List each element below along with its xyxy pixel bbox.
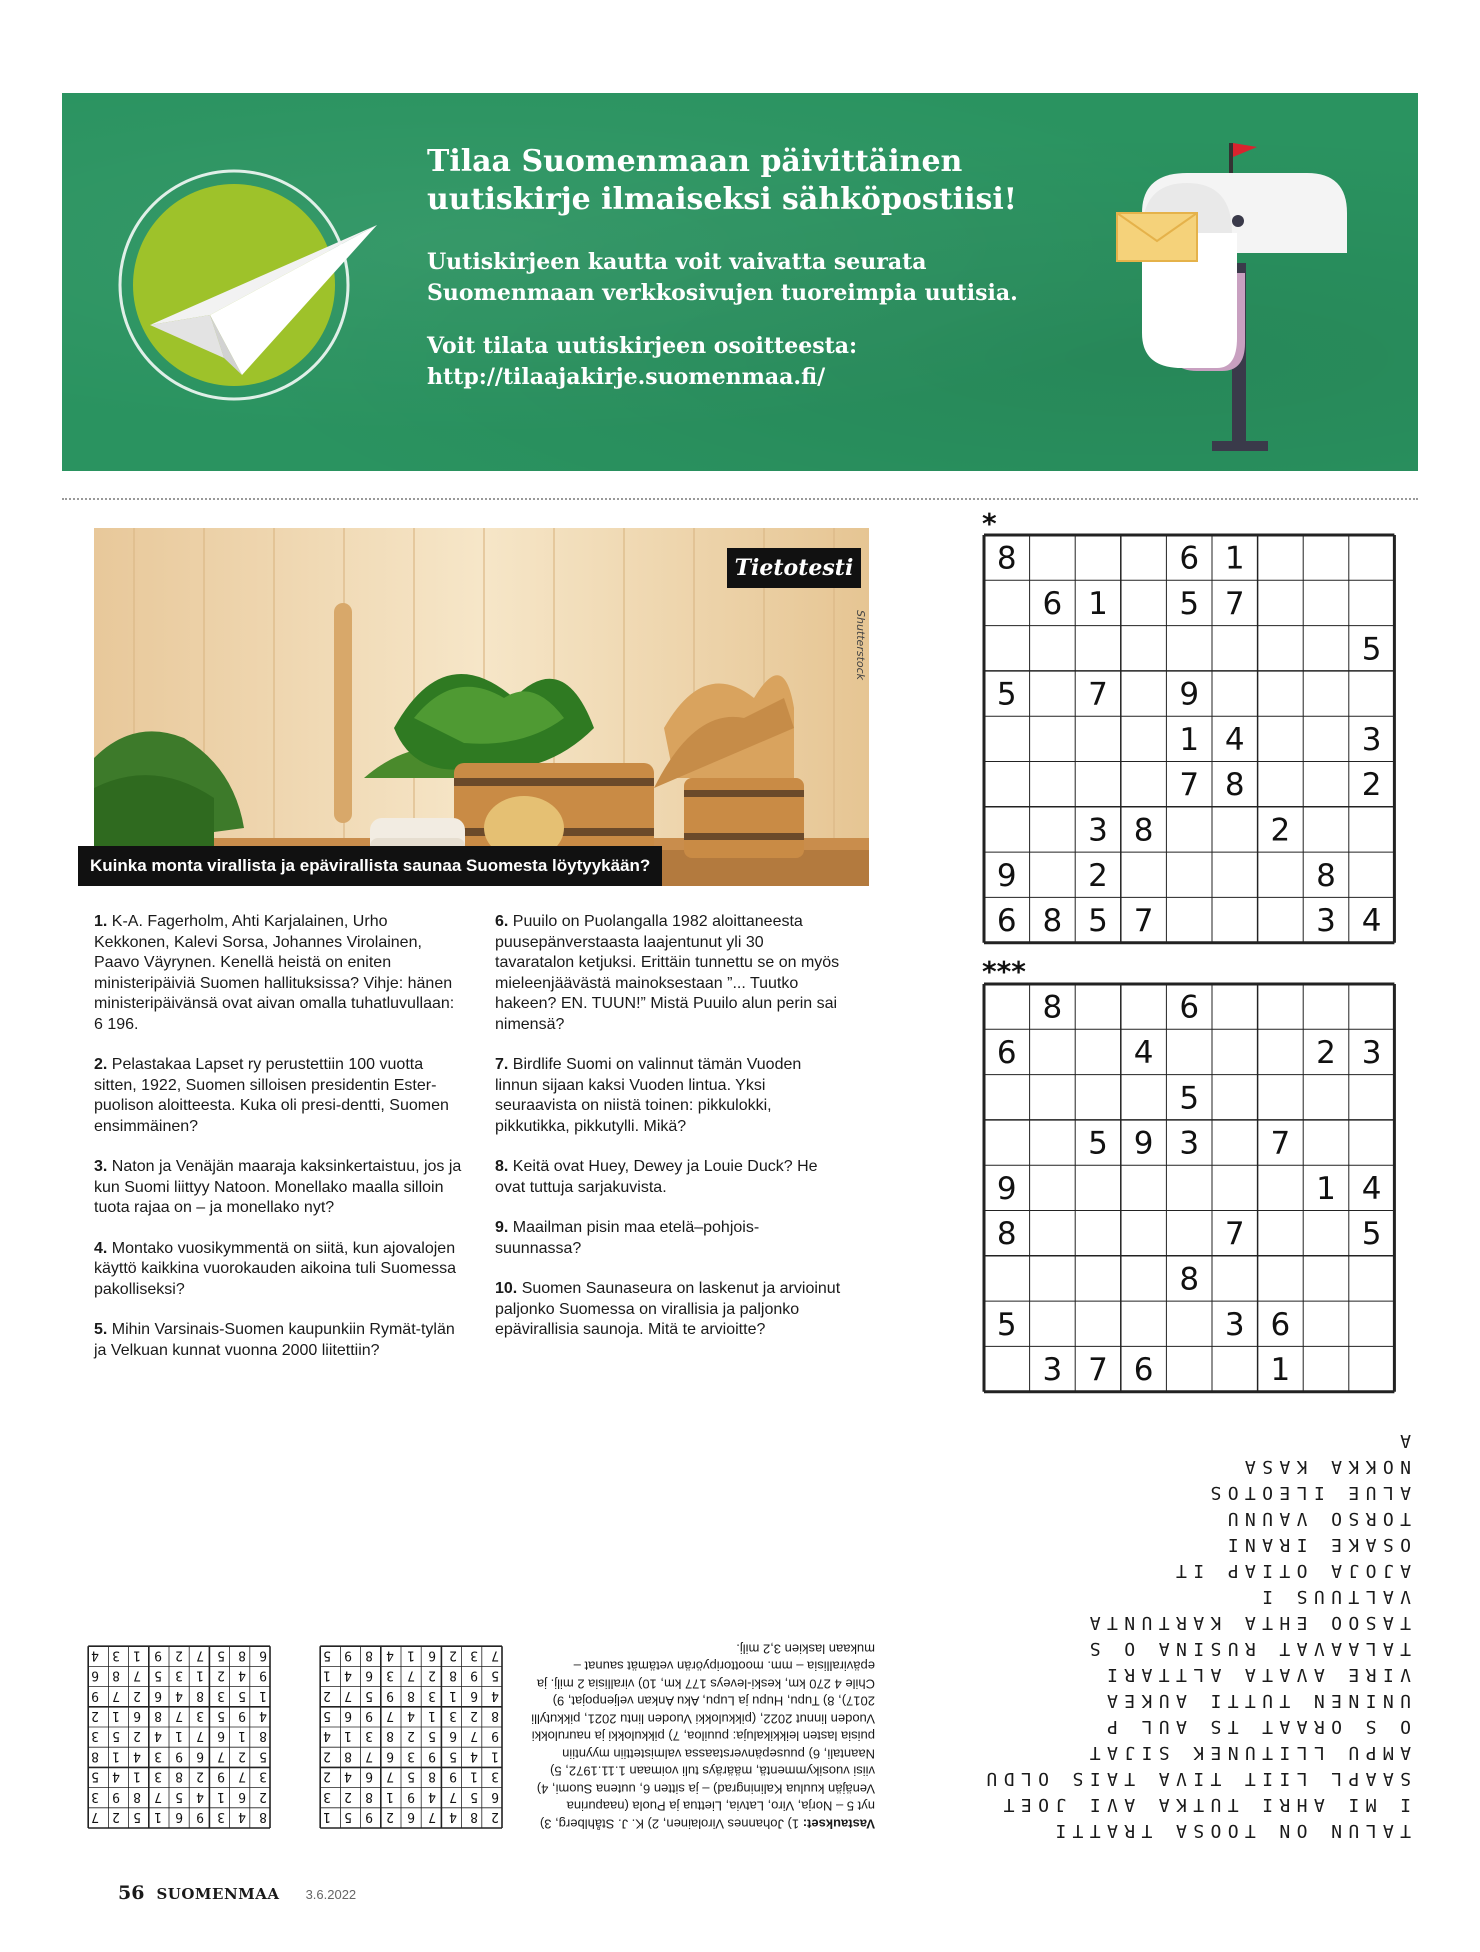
- sudoku-cell: 1: [1224, 540, 1245, 577]
- solution-row: 8 1 6 7 1 4 2 5 3: [91, 1728, 267, 1744]
- sudoku-cell: 5: [1361, 631, 1382, 668]
- solution-row: 4 9 5 3 7 8 6 1 2: [91, 1708, 267, 1723]
- solution-grid-easy: [86, 1640, 272, 1830]
- solution-row: 8 4 3 9 6 1 5 2 7: [91, 1809, 267, 1824]
- sudoku-cell: 7: [1088, 1352, 1108, 1389]
- word-search-row: I MI AHRI TUTKA AVI JOET: [997, 1794, 1411, 1815]
- sudoku-cell: 8: [1042, 989, 1063, 1026]
- sudoku-cell: 3: [1088, 812, 1108, 849]
- word-search-row: NOKKA KASA: [1238, 1456, 1411, 1477]
- word-search-row: AJOJA OTIAP IT: [1169, 1560, 1411, 1581]
- question-6: 6. Puuilo on Puolangalla 1982 aloittaneesta puusepänverstaasta laajentunut yli 30 tavaratalon ketjuksi. Erittäin tunnettu se on myös mieleenjäävästä mainoksestaan ”... Tuutko hakeen? EN. TUUN!” Mistä Puuilo alun perin sai nimensä?: [495, 913, 840, 1033]
- word-search-row: OSAKE IRANI: [1221, 1534, 1411, 1555]
- word-search-row: TASOO EHTA KARTUNTA: [1083, 1612, 1411, 1633]
- paper-plane-icon: [102, 133, 402, 433]
- sudoku-cell: 5: [996, 1306, 1017, 1343]
- sudoku-hard: [982, 982, 1402, 1398]
- word-search-row: SAAPL LIIT TIVA TAIS OLDU: [980, 1768, 1411, 1789]
- sudoku-cell: 3: [1042, 1352, 1063, 1389]
- solution-row: 1 5 3 8 4 6 2 7 9: [91, 1687, 267, 1703]
- solution-row: 3 1 9 8 5 7 6 4 2: [323, 1768, 499, 1784]
- question-2: 2. Pelastakaa Lapset ry perustettiin 100 vuotta sitten, 1922, Suomen silloisen presidentin Ester-puolison aloitteesta. Kuka oli presi-dentti, Suomen ensimmäinen?: [94, 1056, 449, 1135]
- quiz-column-left: [94, 912, 464, 1381]
- sudoku-cell: 1: [1316, 1170, 1336, 1207]
- sudoku-cell: 5: [1088, 1125, 1108, 1162]
- sudoku-cell: 6: [996, 903, 1017, 940]
- photo-caption: Kuinka monta virallista ja epävirallista saunaa Suomesta löytyykään?: [78, 846, 662, 886]
- sudoku-cell: 9: [996, 1170, 1017, 1207]
- sudoku-cell: 9: [1179, 676, 1200, 713]
- sudoku-cell: 5: [1088, 903, 1108, 940]
- banner-body: Uutiskirjeen kautta voit vaivatta seurata Suomenmaan verkkosivujen tuoreimpia uutisia.: [427, 249, 1018, 306]
- solution-row: 5 9 8 2 7 3 6 4 1: [323, 1667, 499, 1683]
- sudoku-cell: 4: [1133, 1034, 1154, 1071]
- word-search-row: VALTUUS I: [1255, 1586, 1411, 1607]
- solution-grid-hard: [318, 1640, 504, 1830]
- sudoku-cell: 8: [1224, 767, 1245, 804]
- sudoku-cell: 1: [1088, 585, 1108, 622]
- banner-url[interactable]: http://tilaajakirje.suomenmaa.fi/: [427, 364, 826, 390]
- quiz-column-right: [495, 912, 843, 1361]
- sudoku-cell: 4: [1361, 903, 1382, 940]
- answers-text: 1) Johannes Virolainen, 2) K. J. Ståhlberg, 3) nyt 5 – Norja, Viro, Latvia, Liettua ja Puola (naapurina Venäjän kuulua Kaliningrad) – ja sitten 6, uutena Suomi, 4) viisi vuosikymmentä, määräys tuli voimaan 1.11.1972, 5) Naantali, 6) puusepänverstaassa valmistettiin myyntiin puisia lasten leikkikaluja: puuiloa, 7) pikkulokki ja naurulokki Vuoden linnut 2022, (pikkulokki Vuoden lintu 2021, pikkutylli 2017), 8) Tupu, Hupu ja Lupu, Aku Ankan veljenpojat, 9) Chile 4 270 km, keski-leveys 177 km, 10) virallisia 2 milj. ja epävirallisia – mm. moottoripyörän vetämät saunat – mukaan laskien 3,2 milj.: [531, 1641, 875, 1832]
- sudoku-cell: 8: [996, 1216, 1017, 1253]
- sudoku-cell: 7: [1179, 767, 1200, 804]
- section-divider: [62, 498, 1418, 500]
- sudoku-cell: 8: [1316, 857, 1336, 894]
- question-1: 1. K-A. Fagerholm, Ahti Karjalainen, Urho Kekkonen, Kalevi Sorsa, Johannes Virolainen, Paavo Väyrynen. Kenellä heistä on eniten ministeripäiviä Suomen hallituksissa? Vihje: hänen ministeripäivänsä ovat aivan omalla tuhatluvullaan: 6 196.: [94, 913, 455, 1033]
- sudoku-cell: 2: [1361, 767, 1382, 804]
- sudoku-cell: 6: [1270, 1306, 1291, 1343]
- quiz-answers: [530, 1640, 875, 1833]
- word-search-row: TALAAVAT RUSINA O S: [1083, 1638, 1411, 1659]
- sudoku-cell: 3: [1361, 1034, 1382, 1071]
- answers-label: Vastaukset:: [802, 1816, 875, 1832]
- sudoku-cell: 5: [1179, 1080, 1200, 1117]
- sudoku-cell: 3: [1179, 1125, 1200, 1162]
- sudoku-hard-difficulty: ***: [982, 955, 1026, 988]
- sudoku-cell: 6: [996, 1034, 1017, 1071]
- sudoku-cell: 8: [996, 540, 1017, 577]
- question-4: 4. Montako vuosikymmentä on siitä, kun ajovalojen käyttö kaikkina vuorokauden aikoina tuli Suomessa pakolliseksi?: [94, 1239, 456, 1298]
- sudoku-cell: 7: [1270, 1125, 1291, 1162]
- banner-title: Tilaa Suomenmaan päivittäinen uutiskirje ilmaiseksi sähköpostiisi!: [427, 144, 1017, 217]
- mailbox-icon: [1107, 123, 1367, 453]
- solution-row: 8 2 3 1 4 7 9 6 5: [323, 1708, 499, 1723]
- word-search-row: TORSO VAUNU: [1221, 1508, 1411, 1529]
- banner-text: [427, 143, 1047, 415]
- sudoku-cell: 8: [1179, 1261, 1200, 1298]
- sudoku-cell: 8: [1133, 812, 1154, 849]
- sudoku-cell: 2: [1316, 1034, 1336, 1071]
- sudoku-cell: 3: [1316, 903, 1336, 940]
- sudoku-cell: 6: [1133, 1352, 1154, 1389]
- sudoku-cell: 9: [1133, 1125, 1154, 1162]
- word-search-row: AMPU LLITUNEK SIJAT: [1083, 1742, 1411, 1763]
- question-10: 10. Suomen Saunaseura on laskenut ja arvioinut paljonko Suomessa on virallisia ja paljonko epävirallisia saunoja. Mitä te arvioitte?: [495, 1280, 841, 1338]
- word-search-row: ALUE ILEOTOS: [1204, 1482, 1411, 1503]
- sudoku-cell: 6: [1179, 540, 1200, 577]
- magazine-name: SUOMENMAA: [156, 1885, 280, 1903]
- question-8: 8. Keitä ovat Huey, Dewey ja Louie Duck? He ovat tuttuja sarjakuvista.: [495, 1158, 818, 1196]
- solution-row: 2 8 4 7 6 2 9 5 1: [323, 1809, 499, 1824]
- question-9: 9. Maailman pisin maa etelä–pohjois-suunnassa?: [495, 1219, 760, 1257]
- sudoku-cell: 7: [1224, 1216, 1245, 1253]
- sudoku-cell: 5: [1179, 585, 1200, 622]
- sudoku-cell: 7: [1224, 585, 1245, 622]
- sudoku-easy-difficulty: *: [982, 507, 997, 540]
- solution-row: 4 6 1 3 8 9 5 7 2: [323, 1687, 499, 1703]
- solution-row: 2 6 1 4 5 7 8 9 3: [91, 1788, 267, 1804]
- sudoku-cell: 1: [1270, 1352, 1291, 1389]
- solution-row: 3 7 9 2 8 3 1 4 5: [91, 1768, 267, 1784]
- sudoku-cell: 2: [1270, 812, 1291, 849]
- photo-credit: Shutterstock: [854, 610, 867, 681]
- solution-row: 6 5 7 4 9 1 8 2 3: [323, 1788, 499, 1804]
- solution-row: 7 3 2 6 1 4 8 9 5: [323, 1647, 499, 1663]
- sudoku-cell: 4: [1224, 721, 1245, 758]
- solution-row: 5 2 7 6 9 3 4 1 8: [91, 1748, 267, 1764]
- sudoku-cell: 7: [1133, 903, 1154, 940]
- sudoku-cell: 2: [1088, 857, 1108, 894]
- sudoku-easy: [982, 533, 1402, 949]
- sudoku-cell: 6: [1042, 585, 1063, 622]
- sudoku-cell: 6: [1179, 989, 1200, 1026]
- question-3: 3. Naton ja Venäjän maaraja kaksinkertaistuu, jos ja kun Suomi liittyy Natoon. Monellako maalla silloin tuota rajaa on – ja monellako nyt?: [94, 1158, 462, 1216]
- page-number: 56: [118, 1882, 145, 1904]
- sudoku-cell: 7: [1088, 676, 1108, 713]
- question-7: 7. Birdlife Suomi on valinnut tämän Vuoden linnun sijaan kaksi Vuoden lintua. Yksi seuraavista on niistä toinen: pikkulokki, pikkutikka, pikkutylli. Mikä?: [495, 1056, 802, 1135]
- issue-date: 3.6.2022: [305, 1887, 357, 1902]
- sudoku-cell: 9: [996, 857, 1017, 894]
- sudoku-cell: 8: [1042, 903, 1063, 940]
- sudoku-cell: 5: [1361, 1216, 1382, 1253]
- quiz-tag: Tietotesti: [727, 548, 861, 588]
- word-search-row: A: [1393, 1430, 1411, 1451]
- sudoku-cell: 3: [1361, 721, 1382, 758]
- sudoku-cell: 5: [996, 676, 1017, 713]
- page-footer: [118, 1882, 356, 1904]
- newsletter-banner: [62, 93, 1418, 471]
- solution-row: 1 4 5 9 3 6 7 8 2: [323, 1748, 499, 1764]
- solution-row: 9 7 6 5 2 8 3 1 4: [323, 1728, 499, 1744]
- question-5: 5. Mihin Varsinais-Suomen kaupunkiin Rymät-tylän ja Velkuan kunnat vuonna 2000 liitettiin?: [94, 1321, 455, 1359]
- word-search-row: O S ORAAT TS AUL P: [1100, 1716, 1411, 1737]
- sudoku-cell: 4: [1361, 1170, 1382, 1207]
- word-search: [980, 1427, 1411, 1843]
- solution-row: 9 4 2 1 3 5 7 8 6: [91, 1667, 267, 1683]
- sudoku-cell: 1: [1179, 721, 1200, 758]
- solution-row: 6 8 5 7 2 9 1 3 4: [91, 1647, 267, 1663]
- sudoku-cell: 3: [1224, 1306, 1245, 1343]
- word-search-row: VIRE AVATA ALTTARI: [1100, 1664, 1411, 1685]
- word-search-row: UNINEN TUTTI AUKEA: [1100, 1690, 1411, 1711]
- banner-cta: Voit tilata uutiskirjeen osoitteesta:: [427, 333, 858, 359]
- word-search-row: TALUN ON TOOSA TRATTI: [1048, 1820, 1411, 1841]
